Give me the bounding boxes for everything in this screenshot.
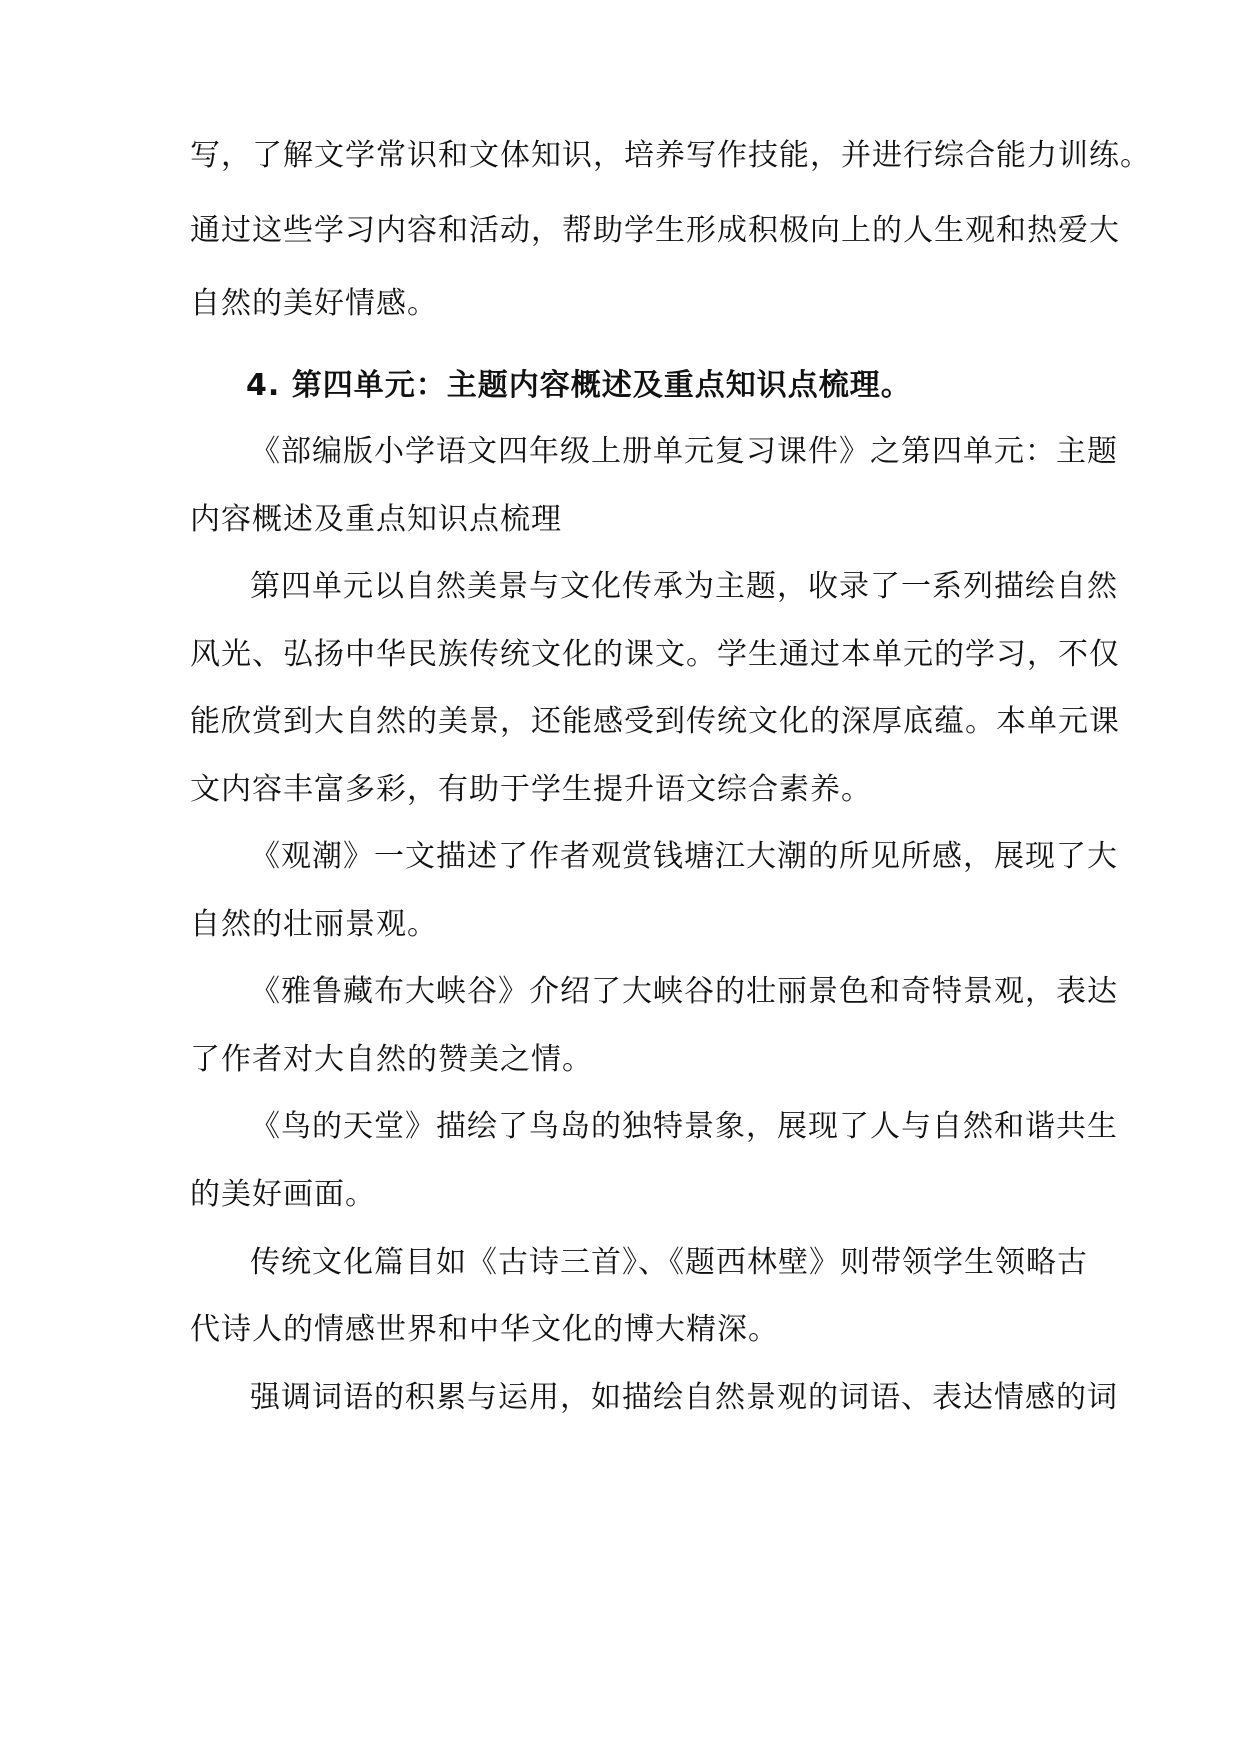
body-text-line: 《雅鲁藏布大峡谷》介绍了大峡谷的壮丽景色和奇特景观，表达: [250, 974, 1118, 1009]
body-text-line: 传统文化篇目如《古诗三首》、《题西林壁》则带领学生领略古: [250, 1245, 1088, 1280]
body-text-line: 内容概述及重点知识点梳理: [190, 502, 562, 537]
body-text-line: 《部编版小学语文四年级上册单元复习课件》之第四单元：主题: [250, 434, 1118, 469]
body-text-line: 《观潮》一文描述了作者观赏钱塘江大潮的所见所感，展现了大: [250, 839, 1118, 874]
body-text-line: 写，了解文学常识和文体知识，培养写作技能，并进行综合能力训练。: [190, 138, 1151, 173]
body-text-line: 第四单元以自然美景与文化传承为主题，收录了一系列描绘自然: [250, 569, 1118, 604]
body-text-line: 的美好画面。: [190, 1177, 376, 1212]
body-text-line: 能欣赏到大自然的美景，还能感受到传统文化的深厚底蕴。本单元课: [190, 704, 1120, 739]
body-text-line: 自然的壮丽景观。: [190, 907, 438, 942]
body-text-line: 《鸟的天堂》描绘了鸟岛的独特景象，展现了人与自然和谐共生: [250, 1109, 1118, 1144]
body-text-line: 通过这些学习内容和活动，帮助学生形成积极向上的人生观和热爱大: [190, 213, 1120, 248]
body-text-line: 代诗人的情感世界和中华文化的博大精深。: [190, 1312, 779, 1347]
body-text-line: 了作者对大自然的赞美之情。: [190, 1042, 593, 1077]
body-text-line: 风光、弘扬中华民族传统文化的课文。学生通过本单元的学习，不仅: [190, 637, 1120, 672]
body-text-line: 文内容丰富多彩，有助于学生提升语文综合素养。: [190, 772, 872, 807]
body-text-line: 强调词语的积累与运用，如描绘自然景观的词语、表达情感的词: [250, 1380, 1118, 1415]
section-heading: 4. 第四单元：主题内容概述及重点知识点梳理。: [246, 368, 912, 403]
body-text-line: 自然的美好情感。: [190, 286, 438, 321]
